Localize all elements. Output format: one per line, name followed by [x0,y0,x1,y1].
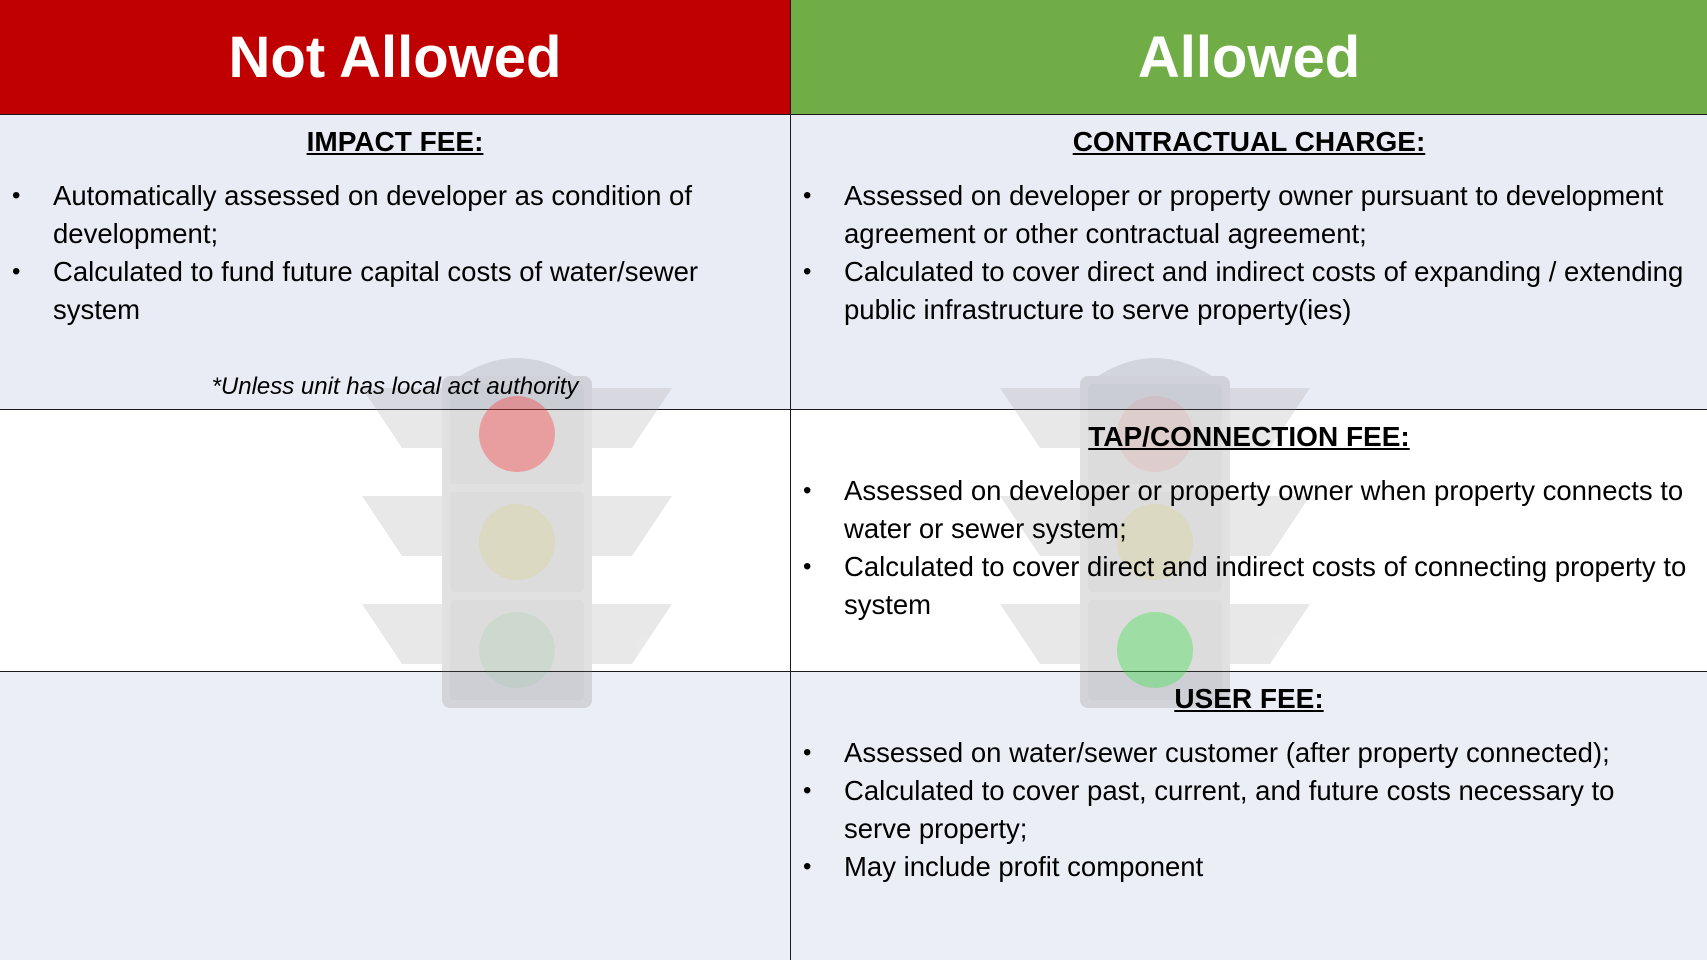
bullet-icon: • [12,257,21,285]
bullet-icon: • [803,776,812,804]
list-item [791,472,1707,548]
contractual-charge-cell [791,115,1707,410]
list-item [791,848,1707,886]
list-item-text: Assessed on developer or property owner pursuant to development agreement or other contractual agreement; [844,179,1664,249]
empty-cell [0,672,791,960]
list-item [791,177,1707,253]
bullet-icon: • [803,852,812,880]
not-allowed-header [0,0,791,115]
user-fee-title: USER FEE: [1174,683,1324,714]
tap-connection-fee-list [791,472,1707,624]
list-item [791,548,1707,624]
bullet-icon: • [12,181,21,209]
contractual-charge-list [791,177,1707,329]
list-item-text: May include profit component [844,850,1204,882]
list-item [791,734,1707,772]
bullet-icon: • [803,552,812,580]
bullet-icon: • [803,257,812,285]
list-item-text: Calculated to cover direct and indirect costs of expanding / extending public infrastructure to serve property(ies) [844,255,1684,325]
list-item-text: Calculated to cover past, current, and future costs necessary to serve property; [844,774,1615,844]
tap-connection-fee-cell [791,410,1707,672]
bullet-icon: • [803,738,812,766]
list-item-text: Calculated to fund future capital costs of water/sewer system [53,255,699,325]
user-fee-cell [791,672,1707,960]
tap-connection-fee-title: TAP/CONNECTION FEE: [1088,421,1410,452]
list-item [0,253,790,329]
contractual-charge-title: CONTRACTUAL CHARGE: [1072,126,1426,157]
list-item [791,772,1707,848]
user-fee-list [791,734,1707,886]
impact-fee-title: IMPACT FEE: [306,126,484,157]
list-item-text: Assessed on developer or property owner when property connects to water or sewer system; [844,474,1684,544]
local-act-note: *Unless unit has local act authority [211,373,579,400]
list-item-text: Calculated to cover direct and indirect costs of connecting property to system [844,550,1687,620]
not-allowed-title: Not Allowed [228,24,562,90]
list-item-text: Assessed on water/sewer customer (after property connected); [844,736,1610,768]
allowed-header [791,0,1707,115]
empty-cell [0,410,791,672]
list-item-text: Automatically assessed on developer as condition of development; [53,179,692,249]
bullet-icon: • [803,476,812,504]
list-item [791,253,1707,329]
bullet-icon: • [803,181,812,209]
impact-fee-list [0,177,790,329]
allowed-title: Allowed [1137,24,1361,90]
impact-fee-cell [0,115,791,410]
list-item [0,177,790,253]
